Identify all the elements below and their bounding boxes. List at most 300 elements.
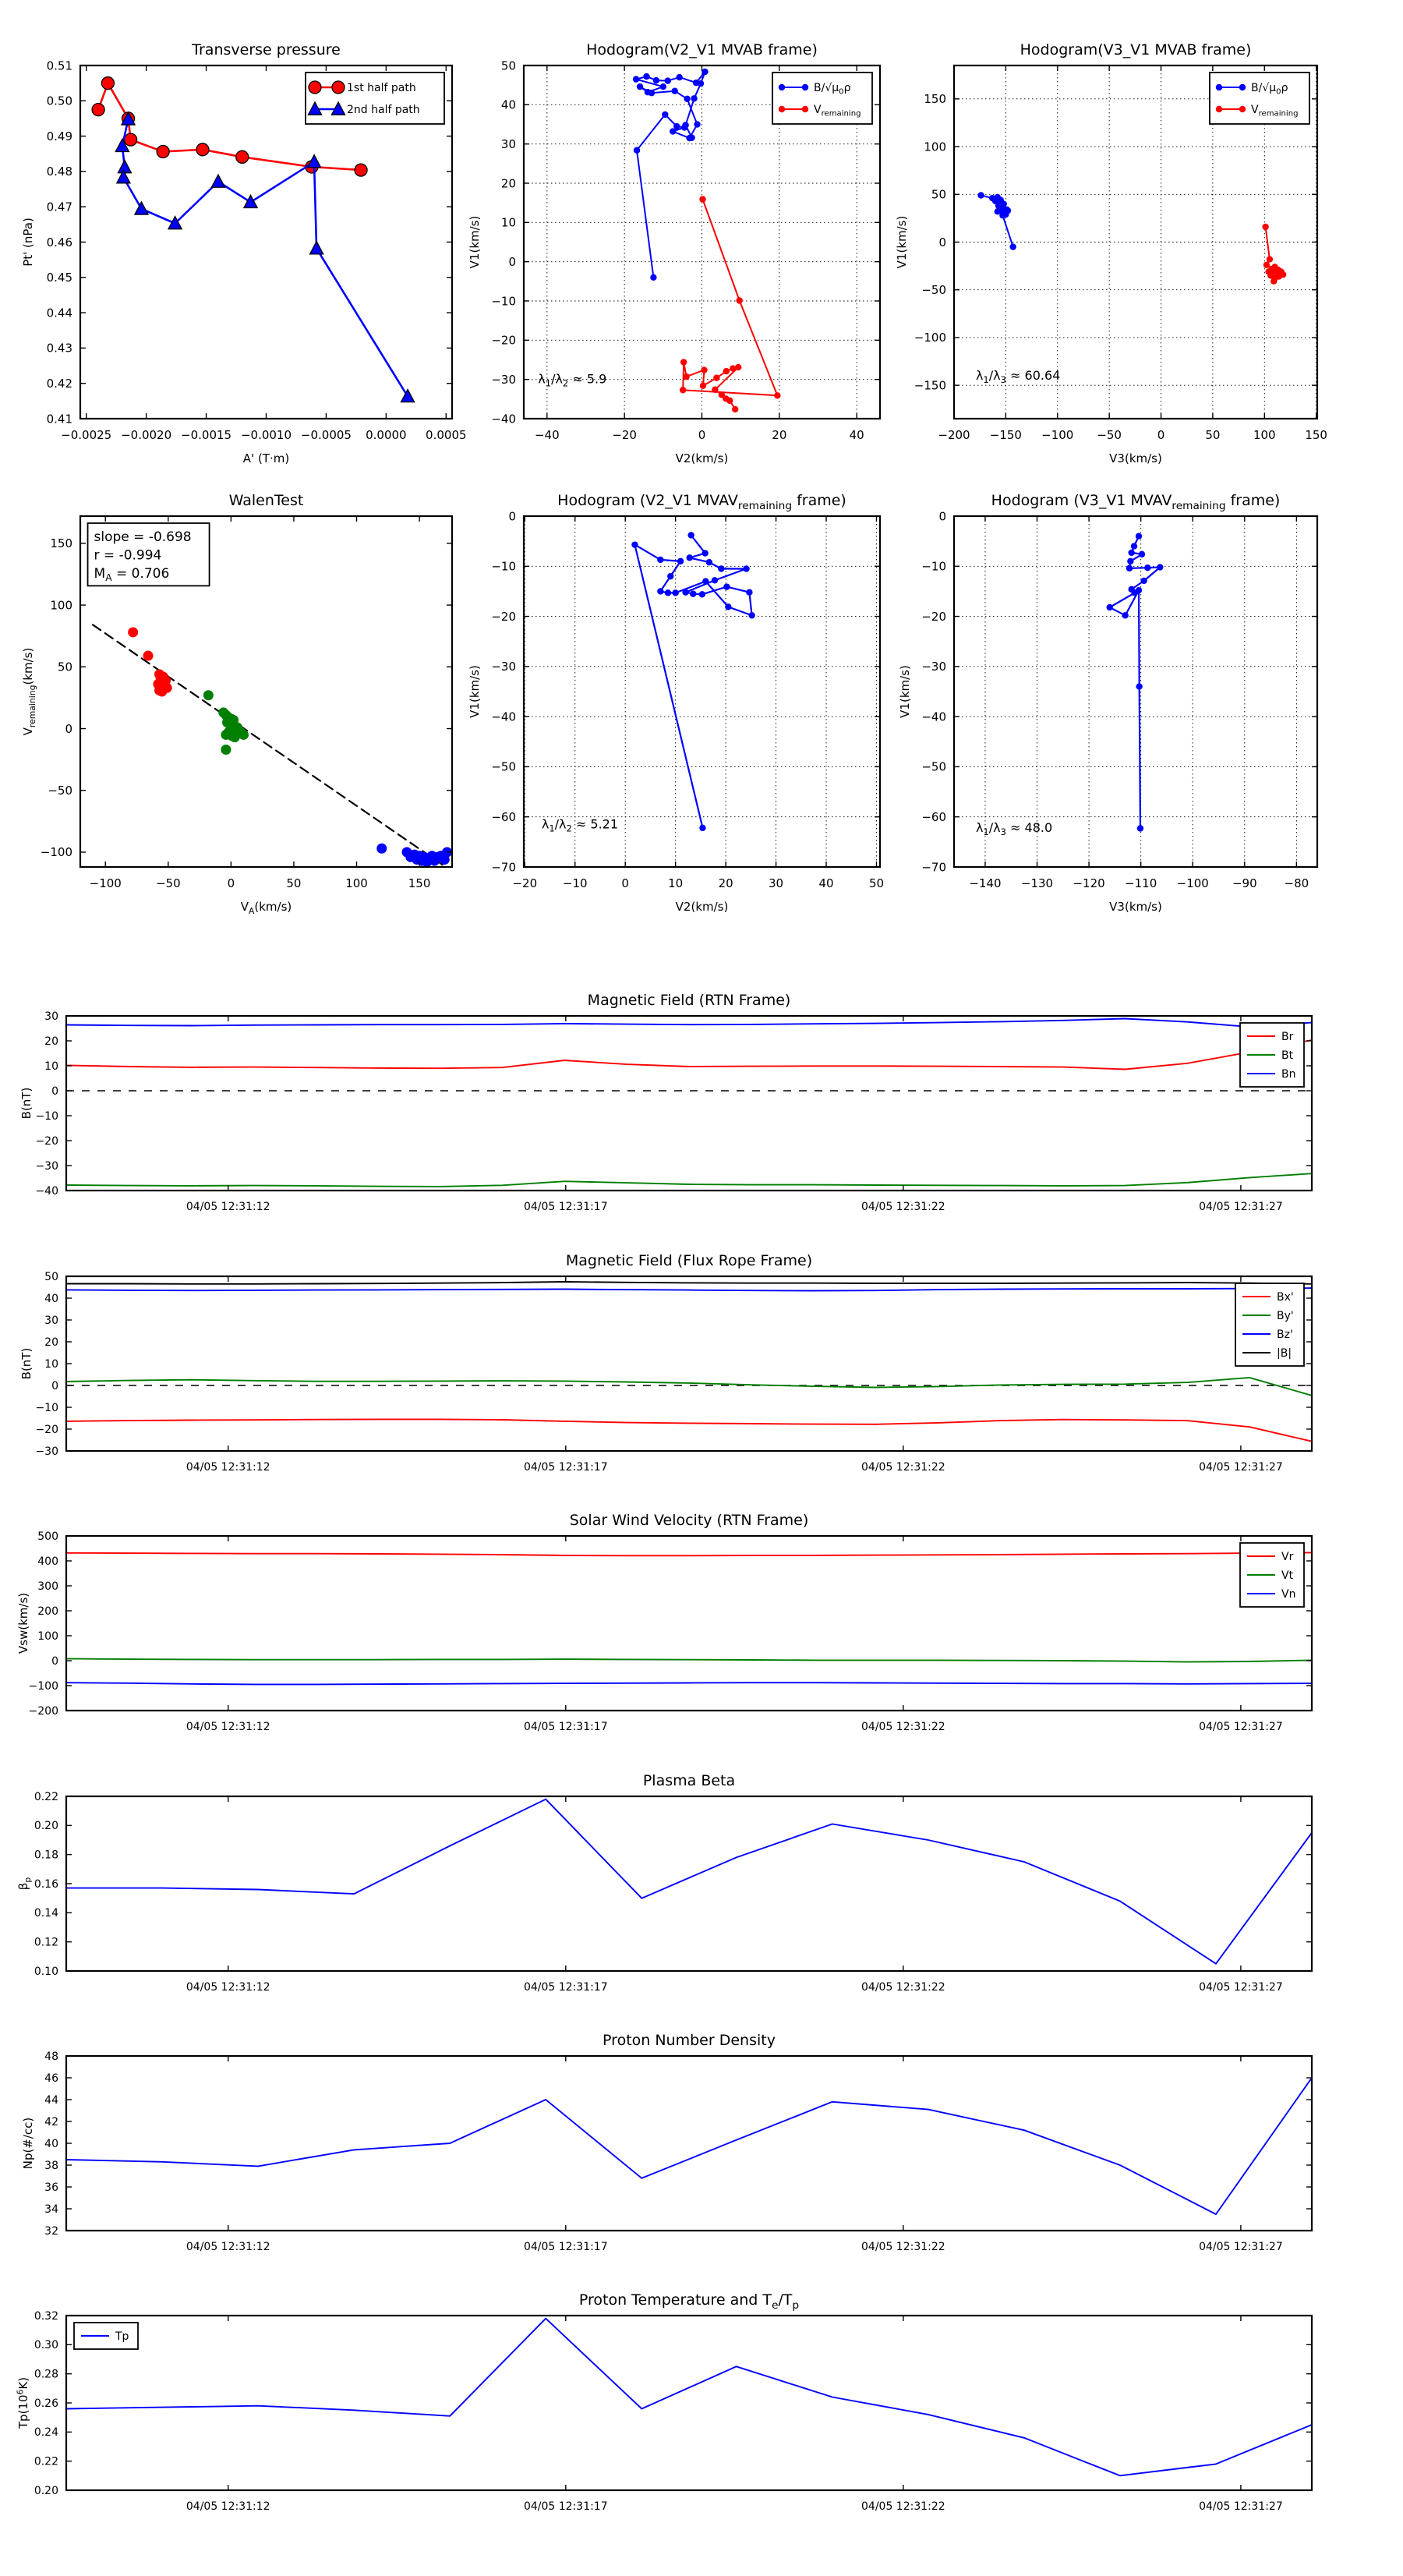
y-tick-label: −20 bbox=[921, 609, 946, 624]
y-tick-label: 0.22 bbox=[34, 1790, 58, 1803]
annotation-text: $\lambda_1/\lambda_3 \approx 48.0$ bbox=[975, 820, 1053, 837]
x-tick-label: −150 bbox=[989, 428, 1022, 442]
dot-marker bbox=[376, 844, 387, 854]
y-tick-label: 20 bbox=[44, 1035, 58, 1048]
x-tick-label: −100 bbox=[89, 876, 122, 890]
x-tick-label: 0 bbox=[698, 428, 706, 442]
dot-marker bbox=[1265, 268, 1271, 274]
series-line-1 bbox=[66, 1658, 1312, 1661]
dot-marker bbox=[1122, 612, 1128, 618]
x-tick-label: −0.0005 bbox=[300, 428, 352, 442]
x-tick-label: −50 bbox=[155, 876, 181, 890]
dot-marker bbox=[667, 573, 673, 579]
y-tick-label: 0.49 bbox=[46, 129, 72, 143]
y-axis-label: Np(#/cc) bbox=[21, 2117, 35, 2170]
triangle-marker bbox=[211, 175, 224, 187]
x-tick-label: −0.0020 bbox=[121, 428, 172, 442]
dot-marker bbox=[682, 589, 688, 596]
dot-marker bbox=[687, 554, 693, 561]
chart-title: Proton Number Density bbox=[603, 2032, 776, 2049]
y-tick-label: −70 bbox=[491, 860, 516, 875]
dot-marker bbox=[725, 603, 731, 610]
y-tick-label: 0.28 bbox=[34, 2368, 58, 2381]
y-tick-label: 0 bbox=[65, 721, 72, 736]
axes-frame bbox=[66, 1016, 1312, 1191]
chart-title: Hodogram(V2_V1 MVAB frame) bbox=[586, 41, 818, 58]
series-line-0 bbox=[66, 1419, 1312, 1441]
dot-marker bbox=[735, 364, 741, 370]
series-line-0 bbox=[1110, 536, 1161, 829]
x-tick-label: 04/05 12:31:12 bbox=[186, 2241, 270, 2253]
y-tick-label: −10 bbox=[35, 1401, 58, 1414]
x-tick-label: −80 bbox=[1284, 876, 1309, 890]
x-tick-label: −120 bbox=[1073, 876, 1105, 890]
annotation-text: r = -0.994 bbox=[94, 547, 162, 564]
x-tick-label: 04/05 12:31:17 bbox=[523, 1461, 608, 1474]
series-line-0 bbox=[66, 1552, 1312, 1555]
chart-title: Hodogram(V3_V1 MVAB frame) bbox=[1020, 41, 1252, 58]
x-tick-label: 0 bbox=[227, 876, 235, 890]
y-tick-label: −70 bbox=[921, 860, 946, 875]
dot-marker bbox=[1239, 106, 1246, 112]
y-tick-label: −40 bbox=[491, 709, 516, 724]
legend-box bbox=[306, 73, 444, 124]
x-tick-label: 04/05 12:31:27 bbox=[1199, 2500, 1283, 2513]
hodogram-v2v1-mvab-plot bbox=[468, 41, 880, 465]
x-tick-label: 04/05 12:31:22 bbox=[861, 1981, 945, 1994]
x-tick-label: −90 bbox=[1232, 876, 1257, 890]
x-tick-label: 30 bbox=[769, 876, 784, 890]
dot-marker bbox=[802, 106, 808, 112]
y-tick-label: 0.20 bbox=[34, 2484, 58, 2497]
y-tick-label: 40 bbox=[44, 1292, 58, 1305]
legend-label: Bz' bbox=[1277, 1328, 1293, 1341]
y-tick-label: −20 bbox=[35, 1134, 58, 1148]
dot-marker bbox=[712, 387, 718, 393]
x-tick-label: 04/05 12:31:17 bbox=[523, 2241, 608, 2253]
x-tick-label: 04/05 12:31:22 bbox=[861, 1201, 945, 1213]
y-tick-label: −30 bbox=[491, 372, 516, 387]
x-tick-label: 50 bbox=[868, 876, 885, 890]
y-tick-label: 0.24 bbox=[34, 2426, 58, 2440]
x-tick-label: 04/05 12:31:17 bbox=[523, 1201, 608, 1213]
dot-marker bbox=[1216, 84, 1222, 90]
y-tick-label: −20 bbox=[491, 333, 516, 348]
x-tick-label: 50 bbox=[286, 876, 302, 890]
dot-marker bbox=[736, 297, 742, 303]
legend-label: Br bbox=[1281, 1030, 1294, 1043]
dot-marker bbox=[157, 687, 167, 697]
triangle-marker bbox=[401, 389, 415, 402]
y-tick-label: −200 bbox=[28, 1704, 58, 1718]
dot-marker bbox=[1144, 564, 1150, 571]
series-line-0 bbox=[66, 2078, 1312, 2214]
x-tick-label: 04/05 12:31:12 bbox=[186, 1721, 270, 1733]
x-tick-label: 04/05 12:31:22 bbox=[861, 1461, 945, 1474]
axes-frame bbox=[66, 1796, 1312, 1971]
chart-title: Solar Wind Velocity (RTN Frame) bbox=[569, 1512, 809, 1529]
dot-marker bbox=[230, 732, 240, 742]
dot-marker bbox=[634, 147, 640, 154]
annotation-text: $\lambda_1/\lambda_3 \approx 60.64$ bbox=[975, 368, 1061, 386]
x-tick-label: −130 bbox=[1020, 876, 1054, 890]
y-tick-label: 10 bbox=[500, 215, 516, 230]
y-axis-label: $Tp(10^6K)$ bbox=[15, 2376, 30, 2429]
legend-label: Tp bbox=[115, 2330, 129, 2343]
dot-marker bbox=[688, 134, 694, 140]
y-tick-label: 0.41 bbox=[46, 412, 72, 426]
dot-marker bbox=[657, 557, 663, 563]
dot-marker bbox=[633, 76, 639, 82]
y-tick-label: −60 bbox=[921, 809, 946, 824]
y-tick-label: 46 bbox=[44, 2072, 58, 2085]
y-tick-label: 0 bbox=[508, 254, 516, 269]
x-tick-label: −40 bbox=[534, 428, 560, 442]
x-tick-label: −0.0015 bbox=[181, 428, 232, 442]
dot-marker bbox=[643, 73, 649, 80]
chart-title: Magnetic Field (Flux Rope Frame) bbox=[565, 1252, 813, 1269]
y-tick-label: −20 bbox=[491, 609, 516, 624]
series-line-0 bbox=[634, 535, 751, 828]
dot-marker bbox=[699, 591, 705, 597]
chart-title: Plasma Beta bbox=[642, 1772, 736, 1789]
dot-marker bbox=[1136, 683, 1142, 689]
series-line-1 bbox=[66, 1378, 1312, 1396]
series-line-2 bbox=[66, 1019, 1312, 1028]
y-tick-label: 20 bbox=[44, 1336, 58, 1349]
y-tick-label: 400 bbox=[37, 1555, 58, 1568]
y-tick-label: −50 bbox=[921, 282, 946, 297]
x-axis-label: A' (T·m) bbox=[242, 451, 290, 465]
x-tick-label: 04/05 12:31:27 bbox=[1199, 1201, 1283, 1213]
y-tick-label: 0.51 bbox=[46, 58, 72, 73]
legend-label: By' bbox=[1277, 1309, 1294, 1322]
dot-marker bbox=[680, 359, 687, 365]
dot-marker bbox=[746, 589, 752, 596]
transverse-pressure-plot bbox=[21, 41, 467, 465]
legend-label: Vr bbox=[1281, 1550, 1294, 1563]
dot-marker bbox=[713, 374, 719, 380]
dot-marker bbox=[1239, 84, 1246, 90]
series-line-2 bbox=[66, 1683, 1312, 1684]
y-tick-label: 50 bbox=[44, 1270, 58, 1283]
dot-marker bbox=[680, 387, 686, 393]
circle-marker bbox=[92, 104, 104, 116]
dot-marker bbox=[1140, 578, 1147, 584]
triangle-marker bbox=[244, 195, 257, 207]
y-axis-label: Pt' (nPa) bbox=[21, 218, 35, 267]
y-tick-label: 42 bbox=[44, 2115, 58, 2128]
y-tick-label: 0.10 bbox=[34, 1965, 58, 1978]
x-tick-label: 150 bbox=[1305, 428, 1327, 442]
dot-marker bbox=[239, 730, 249, 740]
dot-marker bbox=[672, 88, 678, 94]
legend-label: $B/√\mu_0\rho$ bbox=[814, 81, 851, 97]
dot-marker bbox=[631, 541, 638, 547]
y-tick-label: 50 bbox=[931, 187, 946, 202]
dot-marker bbox=[691, 95, 697, 101]
dot-marker bbox=[1137, 825, 1143, 831]
y-tick-label: 100 bbox=[37, 1629, 58, 1643]
dot-marker bbox=[774, 392, 780, 398]
proton-number-density-plot bbox=[21, 2032, 1312, 2253]
y-tick-label: −50 bbox=[48, 784, 72, 798]
legend-label: Bt bbox=[1281, 1049, 1294, 1062]
series-line-0 bbox=[66, 1799, 1312, 1964]
x-axis-label: V2(km/s) bbox=[675, 451, 729, 465]
y-tick-label: 10 bbox=[44, 1357, 58, 1371]
dot-marker bbox=[660, 83, 666, 90]
dot-marker bbox=[1128, 550, 1134, 556]
dot-marker bbox=[650, 274, 656, 281]
circle-marker bbox=[125, 133, 137, 146]
dot-marker bbox=[143, 651, 154, 661]
x-tick-label: 04/05 12:31:22 bbox=[861, 2241, 945, 2253]
dot-marker bbox=[723, 583, 730, 589]
dot-marker bbox=[676, 74, 682, 80]
dot-marker bbox=[699, 196, 705, 202]
series-line-0 bbox=[93, 625, 446, 867]
x-tick-label: 04/05 12:31:27 bbox=[1199, 2241, 1283, 2253]
y-axis-label: $\beta_p$ bbox=[16, 1877, 33, 1891]
dot-marker bbox=[999, 212, 1005, 218]
x-tick-label: 0.0005 bbox=[426, 428, 467, 442]
y-tick-label: 50 bbox=[57, 660, 72, 674]
axes-frame bbox=[66, 2316, 1312, 2490]
y-tick-label: 20 bbox=[500, 176, 516, 191]
dot-marker bbox=[1127, 558, 1133, 564]
dot-marker bbox=[128, 627, 138, 637]
y-axis-label: V1(km/s) bbox=[895, 215, 909, 269]
y-tick-label: 0.44 bbox=[46, 306, 72, 320]
dot-marker bbox=[977, 192, 984, 198]
x-tick-label: −20 bbox=[512, 876, 538, 890]
dot-marker bbox=[694, 121, 700, 127]
x-axis-label: V3(km/s) bbox=[1109, 451, 1162, 465]
x-tick-label: 40 bbox=[818, 876, 834, 890]
y-tick-label: 50 bbox=[500, 58, 516, 73]
circle-marker bbox=[236, 150, 249, 163]
y-tick-label: −100 bbox=[40, 845, 72, 860]
solar-wind-velocity-plot bbox=[16, 1512, 1312, 1733]
x-tick-label: 04/05 12:31:17 bbox=[523, 1981, 608, 1994]
magnetic-field-flux-rope-plot bbox=[19, 1252, 1312, 1474]
dot-marker bbox=[670, 128, 676, 134]
proton-temperature-plot bbox=[15, 2291, 1312, 2513]
series-line-2 bbox=[66, 1288, 1312, 1290]
y-tick-label: 0.42 bbox=[46, 376, 72, 391]
y-tick-label: 0.48 bbox=[46, 165, 72, 179]
dot-marker bbox=[221, 745, 231, 755]
y-tick-label: 0.32 bbox=[34, 2309, 58, 2323]
legend-box bbox=[1235, 1283, 1304, 1366]
y-tick-label: 44 bbox=[44, 2093, 58, 2107]
y-tick-label: 0.16 bbox=[34, 1877, 58, 1891]
y-axis-label: B(nT) bbox=[19, 1087, 34, 1120]
y-tick-label: 0.20 bbox=[34, 1820, 58, 1833]
dot-marker bbox=[682, 122, 688, 128]
series-line-1 bbox=[683, 200, 777, 409]
y-axis-label: B(nT) bbox=[19, 1347, 34, 1380]
x-tick-label: 100 bbox=[1253, 428, 1276, 442]
dot-marker bbox=[662, 111, 668, 118]
circle-marker bbox=[157, 146, 169, 158]
x-tick-label: −100 bbox=[1041, 428, 1074, 442]
dot-marker bbox=[726, 398, 733, 404]
legend-label: $V_{remaining}$ bbox=[1251, 103, 1299, 119]
dot-marker bbox=[743, 565, 749, 571]
dot-marker bbox=[690, 590, 696, 596]
y-tick-label: −30 bbox=[921, 660, 946, 674]
y-tick-label: −40 bbox=[491, 412, 516, 426]
dot-marker bbox=[653, 77, 659, 83]
y-tick-label: 0.45 bbox=[46, 271, 72, 285]
y-tick-label: −10 bbox=[491, 559, 516, 574]
y-tick-label: −50 bbox=[491, 759, 516, 774]
hodogram-v2v1-mvav-plot bbox=[468, 492, 884, 914]
legend-label: $B/√\mu_0\rho$ bbox=[1251, 81, 1288, 97]
y-tick-label: −30 bbox=[35, 1159, 58, 1173]
dot-marker bbox=[712, 577, 718, 583]
y-tick-label: 0.12 bbox=[34, 1936, 58, 1949]
x-tick-label: 0 bbox=[621, 876, 629, 890]
y-tick-label: 0.26 bbox=[34, 2397, 58, 2410]
y-tick-label: 0.14 bbox=[34, 1907, 58, 1920]
dot-marker bbox=[701, 366, 707, 373]
x-tick-label: 0 bbox=[1157, 428, 1165, 442]
x-tick-label: −20 bbox=[612, 428, 637, 442]
y-axis-label: V1(km/s) bbox=[468, 665, 482, 718]
dot-marker bbox=[732, 406, 738, 412]
annotation-text: slope = -0.698 bbox=[94, 529, 192, 545]
x-tick-label: 100 bbox=[345, 876, 368, 890]
x-tick-label: 04/05 12:31:17 bbox=[523, 2500, 608, 2513]
circle-marker bbox=[101, 77, 114, 90]
dot-marker bbox=[1139, 551, 1145, 557]
x-tick-label: 04/05 12:31:22 bbox=[861, 1721, 945, 1733]
series-line-0 bbox=[66, 1040, 1312, 1070]
x-tick-label: −200 bbox=[938, 428, 970, 442]
y-tick-label: 200 bbox=[37, 1605, 58, 1618]
legend-label: Vn bbox=[1281, 1587, 1296, 1601]
x-tick-label: 40 bbox=[849, 428, 864, 442]
y-tick-label: −100 bbox=[914, 331, 946, 345]
dot-marker bbox=[1136, 533, 1142, 540]
x-tick-label: −110 bbox=[1125, 876, 1157, 890]
y-tick-label: 150 bbox=[924, 92, 946, 107]
y-tick-label: 38 bbox=[44, 2159, 58, 2172]
legend-label: Bx' bbox=[1277, 1290, 1294, 1304]
dot-marker bbox=[672, 589, 678, 596]
y-tick-label: 30 bbox=[44, 1314, 58, 1327]
dot-marker bbox=[699, 825, 705, 831]
x-tick-label: 04/05 12:31:27 bbox=[1199, 1461, 1283, 1474]
y-tick-label: 0.43 bbox=[46, 341, 72, 356]
chart-title: Transverse pressure bbox=[192, 41, 341, 58]
annotation-text: $\lambda_1/\lambda_2 \approx 5.9$ bbox=[538, 371, 607, 389]
y-tick-label: 36 bbox=[44, 2181, 58, 2194]
series-line-0 bbox=[66, 2319, 1312, 2476]
y-tick-label: −50 bbox=[921, 759, 946, 774]
y-tick-label: 32 bbox=[44, 2224, 58, 2238]
plasma-beta-plot bbox=[16, 1772, 1312, 1994]
dot-marker bbox=[1009, 243, 1016, 249]
x-tick-label: 04/05 12:31:12 bbox=[186, 1201, 270, 1213]
x-tick-label: 20 bbox=[772, 428, 787, 442]
annotation-text: $\lambda_1/\lambda_2 \approx 5.21$ bbox=[541, 816, 619, 834]
legend-label: |B| bbox=[1277, 1346, 1292, 1360]
x-axis-label: V2(km/s) bbox=[675, 900, 729, 914]
dot-marker bbox=[1157, 564, 1163, 570]
y-tick-label: 40 bbox=[44, 2137, 58, 2150]
annotation-text: $M_A = 0.706$ bbox=[94, 565, 170, 584]
y-tick-label: −150 bbox=[914, 378, 946, 393]
chart-title: WalenTest bbox=[228, 492, 304, 509]
y-axis-label: V1(km/s) bbox=[898, 665, 912, 718]
x-tick-label: 04/05 12:31:12 bbox=[186, 2500, 270, 2513]
y-axis-label: V1(km/s) bbox=[468, 215, 482, 269]
x-axis-label: $V_A(km/s)$ bbox=[240, 900, 292, 916]
y-tick-label: 30 bbox=[500, 136, 516, 151]
y-tick-label: 0 bbox=[51, 1085, 58, 1098]
y-tick-label: 0.18 bbox=[34, 1849, 58, 1862]
y-tick-label: −10 bbox=[491, 294, 516, 309]
y-tick-label: 0 bbox=[51, 1379, 58, 1392]
series-line-0 bbox=[636, 72, 705, 278]
chart-title: Proton Temperature and $T_e/T_p$ bbox=[578, 2291, 800, 2312]
y-tick-label: 0.22 bbox=[34, 2455, 58, 2468]
dot-marker bbox=[684, 96, 690, 102]
x-tick-label: 0.0000 bbox=[366, 428, 407, 442]
dot-marker bbox=[723, 368, 730, 374]
x-tick-label: 50 bbox=[1205, 428, 1221, 442]
walen-test-plot bbox=[21, 492, 452, 916]
x-tick-label: −0.0025 bbox=[61, 428, 112, 442]
x-tick-label: −100 bbox=[1176, 876, 1209, 890]
dot-marker bbox=[1267, 256, 1273, 262]
dot-marker bbox=[700, 383, 706, 389]
y-tick-label: −10 bbox=[921, 559, 946, 574]
y-tick-label: −100 bbox=[28, 1679, 58, 1693]
dot-marker bbox=[1107, 604, 1113, 610]
y-tick-label: 150 bbox=[50, 536, 72, 551]
dot-marker bbox=[702, 69, 708, 75]
y-tick-label: −60 bbox=[491, 809, 516, 824]
y-tick-label: 0 bbox=[938, 509, 946, 524]
y-tick-label: 0.50 bbox=[46, 94, 72, 108]
dot-marker bbox=[665, 589, 671, 596]
y-tick-label: 0.30 bbox=[34, 2339, 58, 2352]
dot-marker bbox=[718, 565, 724, 571]
axes-frame bbox=[66, 1276, 1312, 1451]
x-tick-label: 04/05 12:31:17 bbox=[523, 1721, 608, 1733]
legend-label: Bn bbox=[1281, 1067, 1296, 1081]
legend-label: Vt bbox=[1281, 1569, 1294, 1582]
dot-marker bbox=[645, 89, 651, 95]
dot-marker bbox=[779, 106, 785, 112]
x-axis-label: V3(km/s) bbox=[1109, 900, 1162, 914]
y-tick-label: −10 bbox=[35, 1109, 58, 1123]
dot-marker bbox=[702, 550, 708, 556]
x-tick-label: −140 bbox=[969, 876, 1002, 890]
hodogram-v3v1-mvab-plot bbox=[895, 41, 1327, 465]
circle-marker bbox=[355, 164, 367, 176]
dot-marker bbox=[730, 365, 736, 371]
dot-marker bbox=[687, 532, 694, 538]
y-tick-label: 300 bbox=[37, 1580, 58, 1593]
y-tick-label: −40 bbox=[921, 709, 946, 724]
y-tick-label: 40 bbox=[500, 97, 516, 112]
